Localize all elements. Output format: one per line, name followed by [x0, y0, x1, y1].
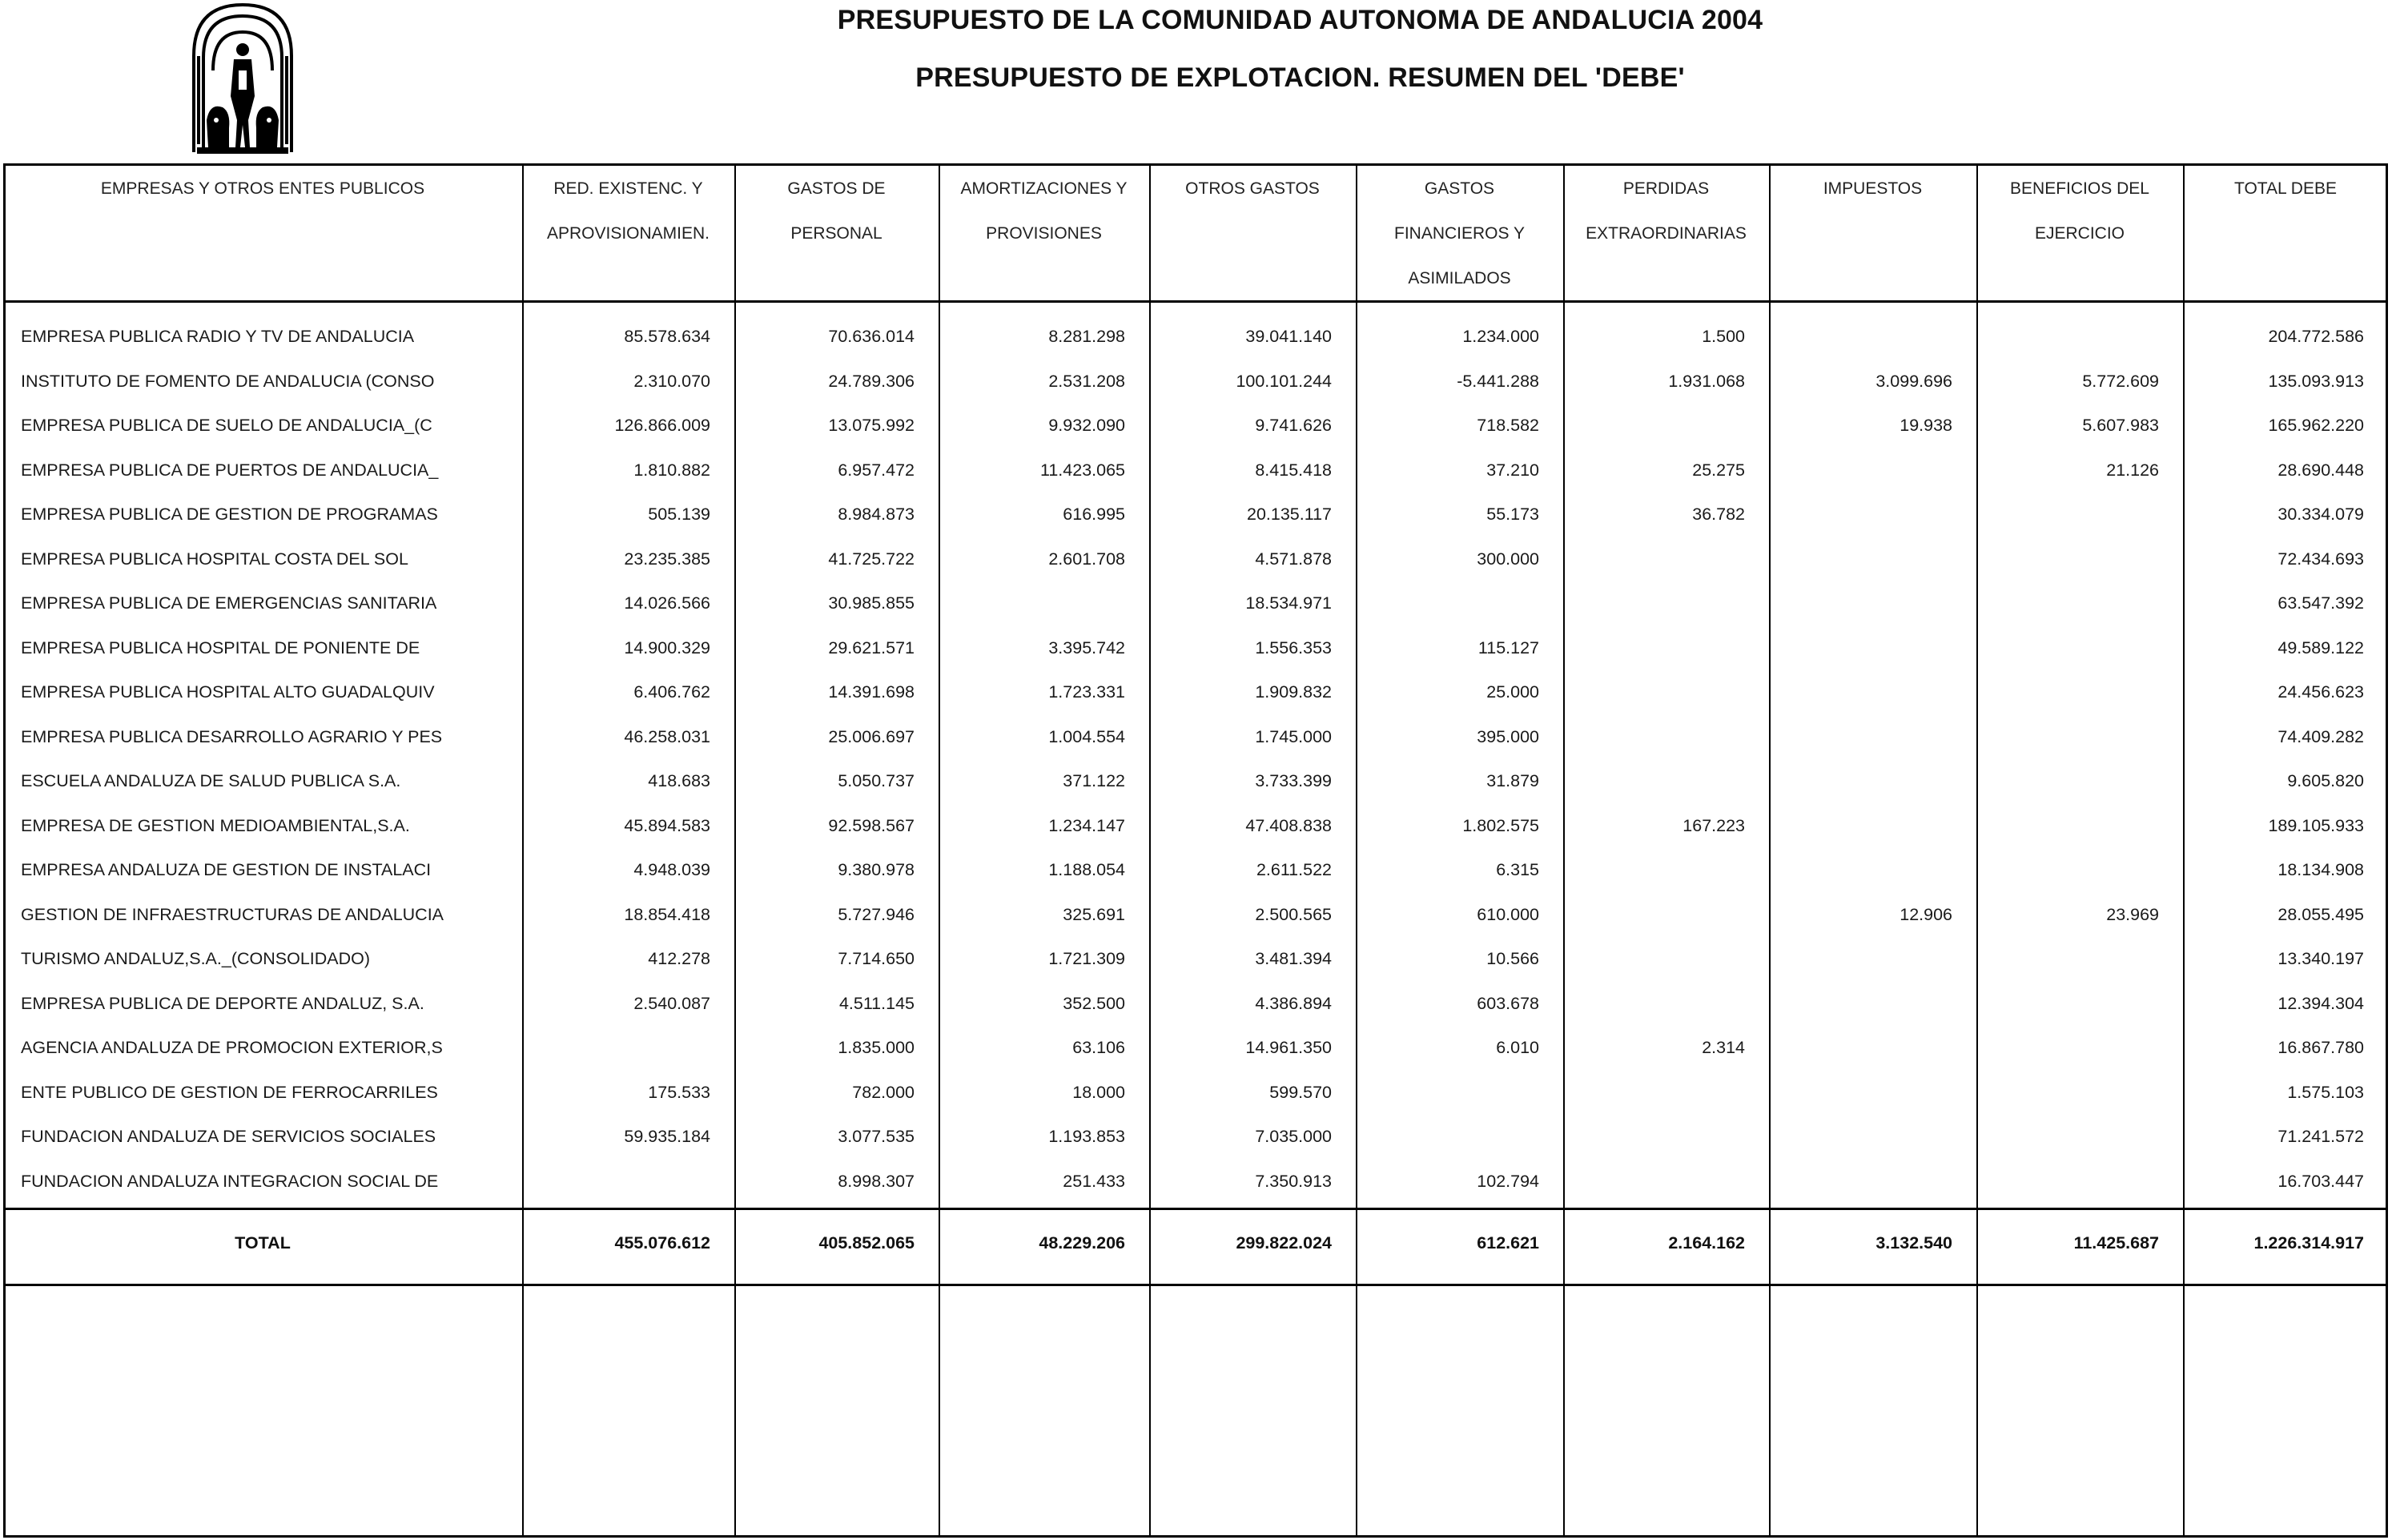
entity-name: EMPRESA DE GESTION MEDIOAMBIENTAL,S.A. [21, 815, 410, 835]
table-cell: 12.394.304 [2277, 993, 2364, 1013]
table-cell: 14.391.698 [828, 682, 915, 702]
column-header: PERDIDAS [1622, 179, 1710, 198]
table-cell: 31.879 [1486, 771, 1539, 790]
total-cell: 2.164.162 [1668, 1233, 1745, 1253]
entity-name: EMPRESA PUBLICA DE GESTION DE PROGRAMAS [21, 505, 438, 524]
table-cell: 2.601.708 [1048, 549, 1125, 569]
table-cell: 47.408.838 [1245, 815, 1332, 835]
table-cell: 18.000 [1072, 1082, 1125, 1102]
table-cell: 1.234.000 [1462, 327, 1539, 346]
table-cell: 782.000 [852, 1082, 915, 1102]
table-cell: 14.961.350 [1245, 1038, 1332, 1057]
table-cell: 352.500 [1063, 993, 1125, 1013]
table-cell: 28.055.495 [2277, 904, 2364, 924]
table-cell: 39.041.140 [1245, 327, 1332, 346]
table-cell: 5.772.609 [2082, 371, 2159, 391]
table-cell: 371.122 [1063, 771, 1125, 790]
total-cell: 3.132.540 [1875, 1233, 1952, 1253]
table-cell: 251.433 [1063, 1171, 1125, 1191]
column-header: EXTRAORDINARIAS [1586, 224, 1747, 243]
table-cell: 2.314 [1702, 1038, 1745, 1057]
table-cell: 5.727.946 [838, 904, 915, 924]
entity-name: EMPRESA PUBLICA HOSPITAL COSTA DEL SOL [21, 549, 408, 569]
table-cell: 14.900.329 [624, 637, 710, 657]
table-cell: 7.035.000 [1255, 1127, 1332, 1146]
column-header: GASTOS [1424, 179, 1495, 198]
column-divider [1356, 163, 1357, 1538]
table-cell: 4.511.145 [838, 993, 915, 1013]
table-cell: 6.010 [1496, 1038, 1539, 1057]
table-cell: 3.395.742 [1048, 637, 1125, 657]
column-header: IMPUESTOS [1823, 179, 1923, 198]
table-cell: 505.139 [648, 505, 710, 524]
table-cell: 1.721.309 [1048, 949, 1125, 968]
column-header: FINANCIEROS Y [1394, 224, 1525, 243]
table-cell: 3.733.399 [1255, 771, 1332, 790]
table-cell: 718.582 [1477, 416, 1539, 435]
column-divider [1769, 163, 1771, 1538]
table-cell: 4.948.039 [633, 860, 710, 879]
entity-name: ESCUELA ANDALUZA DE SALUD PUBLICA S.A. [21, 771, 401, 790]
page-title: PRESUPUESTO DE LA COMUNIDAD AUTONOMA DE ANDALUCIA 2004 [837, 5, 1763, 35]
table-cell: 5.050.737 [838, 771, 915, 790]
column-header: BENEFICIOS DEL [2010, 179, 2149, 198]
table-cell: 1.188.054 [1048, 860, 1125, 879]
table-cell: 100.101.244 [1236, 371, 1332, 391]
table-cell: 55.173 [1486, 505, 1539, 524]
table-cell: 6.315 [1496, 860, 1539, 879]
table-cell: 6.957.472 [838, 460, 915, 480]
entity-name: EMPRESA PUBLICA HOSPITAL DE PONIENTE DE [21, 637, 420, 657]
column-divider [734, 163, 736, 1538]
table-cell: 72.434.693 [2277, 549, 2364, 569]
table-cell: 5.607.983 [2082, 416, 2159, 435]
table-cell: 165.962.220 [2268, 416, 2364, 435]
table-cell: 2.611.522 [1256, 860, 1332, 879]
table-cell: 115.127 [1477, 637, 1539, 657]
total-label: TOTAL [235, 1233, 291, 1253]
total-top-rule [3, 1208, 2388, 1210]
table-cell: 7.350.913 [1255, 1171, 1332, 1191]
table-cell: 23.235.385 [624, 549, 710, 569]
column-divider [1149, 163, 1151, 1538]
total-bottom-rule [3, 1284, 2388, 1286]
table-cell: 25.006.697 [828, 726, 915, 746]
table-cell: 30.985.855 [828, 593, 915, 613]
table-cell: 18.534.971 [1245, 593, 1332, 613]
table-cell: 3.481.394 [1255, 949, 1332, 968]
entity-name: EMPRESA ANDALUZA DE GESTION DE INSTALACI [21, 860, 432, 879]
table-cell: 25.000 [1486, 682, 1539, 702]
table-cell: 16.867.780 [2277, 1038, 2364, 1057]
table-cell: 49.589.122 [2277, 637, 2364, 657]
column-header: AMORTIZACIONES Y [960, 179, 1128, 198]
column-header: PERSONAL [790, 224, 882, 243]
table-cell: 8.998.307 [838, 1171, 915, 1191]
table-cell: 4.386.894 [1255, 993, 1332, 1013]
entity-name: AGENCIA ANDALUZA DE PROMOCION EXTERIOR,S [21, 1038, 443, 1057]
table-cell: 25.275 [1692, 460, 1745, 480]
table-cell: 10.566 [1486, 949, 1539, 968]
entity-name: EMPRESA PUBLICA DE EMERGENCIAS SANITARIA [21, 593, 437, 613]
column-header: GASTOS DE [787, 179, 886, 198]
table-cell: 599.570 [1269, 1082, 1332, 1102]
table-cell: 1.723.331 [1048, 682, 1125, 702]
table-cell: 30.334.079 [2277, 505, 2364, 524]
table-cell: 418.683 [648, 771, 710, 790]
column-header: PROVISIONES [986, 224, 1102, 243]
table-cell: 63.106 [1072, 1038, 1125, 1057]
table-cell: 13.340.197 [2277, 949, 2364, 968]
table-cell: 1.004.554 [1048, 726, 1125, 746]
entity-name: ENTE PUBLICO DE GESTION DE FERROCARRILES [21, 1082, 438, 1102]
table-cell: 71.241.572 [2277, 1127, 2364, 1146]
table-cell: 603.678 [1477, 993, 1539, 1013]
column-header: ASIMILADOS [1408, 269, 1511, 287]
table-cell: 610.000 [1477, 904, 1539, 924]
table-cell: 70.636.014 [828, 327, 915, 346]
table-cell: 9.741.626 [1255, 416, 1332, 435]
table-cell: 2.540.087 [633, 993, 710, 1013]
table-cell: 7.714.650 [838, 949, 915, 968]
table-cell: 1.234.147 [1048, 815, 1125, 835]
table-cell: 175.533 [648, 1082, 710, 1102]
total-cell: 48.229.206 [1039, 1233, 1125, 1253]
table-cell: 325.691 [1063, 904, 1125, 924]
total-cell: 1.226.314.917 [2253, 1233, 2364, 1253]
column-divider [1976, 163, 1978, 1538]
table-cell: 135.093.913 [2268, 371, 2364, 391]
total-cell: 11.425.687 [2073, 1233, 2159, 1253]
table-cell: 126.866.009 [614, 416, 710, 435]
table-cell: 3.077.535 [838, 1127, 915, 1146]
table-cell: 11.423.065 [1039, 460, 1125, 480]
table-cell: 300.000 [1477, 549, 1539, 569]
column-header: OTROS GASTOS [1185, 179, 1320, 198]
table-cell: 616.995 [1063, 505, 1125, 524]
column-header: RED. EXISTENC. Y [553, 179, 703, 198]
table-cell: 13.075.992 [828, 416, 915, 435]
table-cell: 21.126 [2106, 460, 2159, 480]
table-cell: 1.745.000 [1255, 726, 1332, 746]
table-cell: 1.835.000 [838, 1038, 915, 1057]
column-divider [939, 163, 940, 1538]
column-header: EJERCICIO [2034, 224, 2125, 243]
table-cell: 9.380.978 [838, 860, 915, 879]
column-header: APROVISIONAMIEN. [546, 224, 710, 243]
table-cell: 18.134.908 [2277, 860, 2364, 879]
table-cell: 16.703.447 [2277, 1171, 2364, 1191]
page-subtitle: PRESUPUESTO DE EXPLOTACION. RESUMEN DEL 'DEBE' [915, 62, 1685, 93]
table-cell: 6.406.762 [633, 682, 710, 702]
table-cell: 1.575.103 [2287, 1082, 2364, 1102]
table-cell: 2.531.208 [1048, 371, 1125, 391]
column-divider [522, 163, 524, 1538]
table-cell: 102.794 [1477, 1171, 1539, 1191]
table-cell: 4.571.878 [1255, 549, 1332, 569]
entity-name: FUNDACION ANDALUZA INTEGRACION SOCIAL DE [21, 1171, 439, 1191]
table-cell: 3.099.696 [1875, 371, 1952, 391]
total-cell: 612.621 [1477, 1233, 1539, 1253]
table-cell: 23.969 [2106, 904, 2159, 924]
table-cell: 24.456.623 [2277, 682, 2364, 702]
entity-name: GESTION DE INFRAESTRUCTURAS DE ANDALUCIA [21, 904, 444, 924]
table-cell: 412.278 [648, 949, 710, 968]
table-cell: 28.690.448 [2277, 460, 2364, 480]
table-cell: 9.605.820 [2287, 771, 2364, 790]
column-header: TOTAL DEBE [2234, 179, 2337, 198]
table-cell: 14.026.566 [624, 593, 710, 613]
table-frame [3, 163, 2388, 1538]
table-cell: 2.500.565 [1255, 904, 1332, 924]
entity-name: EMPRESA PUBLICA RADIO Y TV DE ANDALUCIA [21, 327, 415, 346]
table-cell: 1.931.068 [1668, 371, 1745, 391]
table-cell: 9.932.090 [1048, 416, 1125, 435]
entity-name: EMPRESA PUBLICA DE DEPORTE ANDALUZ, S.A. [21, 993, 424, 1013]
total-cell: 455.076.612 [614, 1233, 710, 1253]
table-cell: -5.441.288 [1457, 371, 1539, 391]
table-cell: 85.578.634 [624, 327, 710, 346]
table-cell: 12.906 [1900, 904, 1952, 924]
entity-name: TURISMO ANDALUZ,S.A._(CONSOLIDADO) [21, 949, 371, 968]
entity-name: INSTITUTO DE FOMENTO DE ANDALUCIA (CONSO [21, 371, 435, 391]
table-cell: 92.598.567 [828, 815, 915, 835]
entity-name: EMPRESA PUBLICA HOSPITAL ALTO GUADALQUIV [21, 682, 435, 702]
table-cell: 45.894.583 [624, 815, 710, 835]
table-cell: 59.935.184 [624, 1127, 710, 1146]
entity-name: EMPRESA PUBLICA DE SUELO DE ANDALUCIA_(C [21, 416, 432, 435]
table-cell: 1.909.832 [1255, 682, 1332, 702]
table-cell: 46.258.031 [624, 726, 710, 746]
table-cell: 2.310.070 [633, 371, 710, 391]
table-cell: 18.854.418 [624, 904, 710, 924]
table-cell: 29.621.571 [828, 637, 915, 657]
entity-name: EMPRESA PUBLICA DESARROLLO AGRARIO Y PES [21, 726, 443, 746]
table-cell: 20.135.117 [1246, 505, 1332, 524]
table-cell: 395.000 [1477, 726, 1539, 746]
entity-name: FUNDACION ANDALUZA DE SERVICIOS SOCIALES [21, 1127, 436, 1146]
table-cell: 8.415.418 [1255, 460, 1332, 480]
table-cell: 1.802.575 [1462, 815, 1539, 835]
column-divider [1563, 163, 1565, 1538]
column-divider [2183, 163, 2185, 1538]
table-cell: 1.556.353 [1255, 637, 1332, 657]
table-cell: 1.810.882 [633, 460, 710, 480]
table-cell: 1.500 [1702, 327, 1745, 346]
table-cell: 19.938 [1900, 416, 1952, 435]
table-cell: 8.281.298 [1048, 327, 1125, 346]
total-cell: 299.822.024 [1236, 1233, 1332, 1253]
table-cell: 36.782 [1692, 505, 1745, 524]
table-cell: 189.105.933 [2268, 815, 2364, 835]
table-cell: 74.409.282 [2277, 726, 2364, 746]
total-cell: 405.852.065 [818, 1233, 915, 1253]
table-cell: 1.193.853 [1048, 1127, 1125, 1146]
column-header: EMPRESAS Y OTROS ENTES PUBLICOS [100, 179, 425, 198]
table-cell: 37.210 [1486, 460, 1539, 480]
table-cell: 24.789.306 [828, 371, 915, 391]
entity-name: EMPRESA PUBLICA DE PUERTOS DE ANDALUCIA_ [21, 460, 439, 480]
table-cell: 41.725.722 [828, 549, 915, 569]
table-cell: 63.547.392 [2277, 593, 2364, 613]
table-cell: 204.772.586 [2268, 327, 2364, 346]
header-bottom-rule [3, 300, 2388, 303]
table-cell: 167.223 [1682, 815, 1745, 835]
table-cell: 8.984.873 [838, 505, 915, 524]
